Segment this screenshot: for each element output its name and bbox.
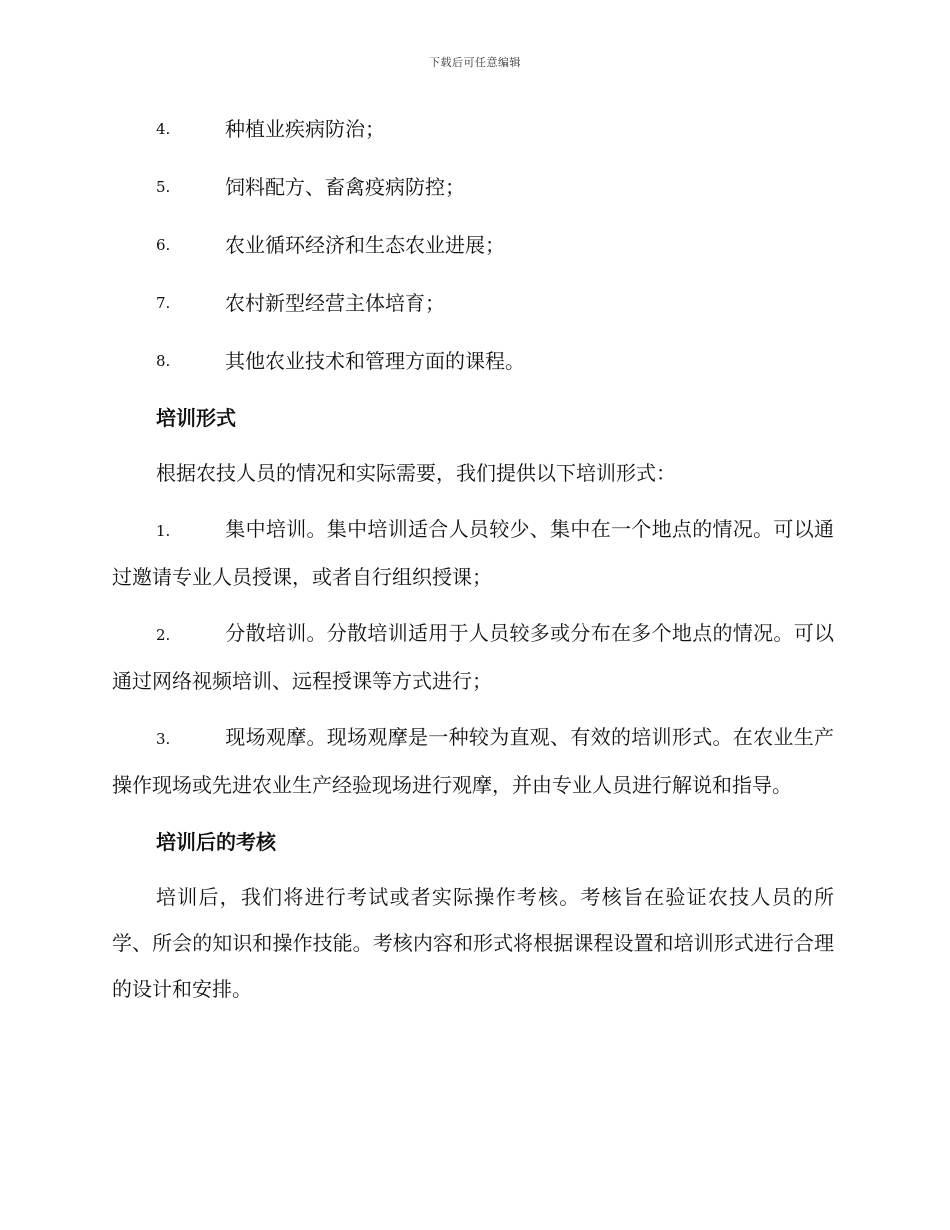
list-text: 饲料配方、畜禽疫病防控；	[225, 175, 465, 199]
page-header: 下载后可任意编辑	[429, 56, 521, 69]
list-item	[112, 280, 834, 338]
list-text: 集中培训。集中培训适合人员较少、集中在一个地点的情况。可以通过邀请专业人员授课，或者自行组织授课；	[112, 517, 834, 589]
list-text: 农业循环经济和生态农业进展；	[225, 233, 505, 257]
list-number: 7.	[156, 294, 171, 312]
list-number: 1.	[156, 522, 171, 540]
list-item	[112, 714, 834, 808]
list-item	[112, 106, 834, 164]
list-number: 6.	[156, 236, 171, 254]
list-item	[112, 338, 834, 396]
list-text: 现场观摩。现场观摩是一种较为直观、有效的培训形式。在农业生产操作现场或先进农业生产经验现场进行观摩，并由专业人员进行解说和指导。	[112, 725, 834, 797]
list-number: 4.	[156, 120, 171, 138]
assessment-text: 培训后，我们将进行考试或者实际操作考核。考核旨在验证农技人员的所学、所会的知识和操作技能。考核内容和形式将根据课程设置和培训形式进行合理的设计和安排。	[112, 885, 834, 1001]
list-number: 2.	[156, 626, 171, 644]
document-body	[112, 106, 834, 1012]
list-number: 3.	[156, 730, 171, 748]
list-item	[112, 164, 834, 222]
list-text: 农村新型经营主体培育；	[225, 291, 445, 315]
list-text: 其他农业技术和管理方面的课程。	[225, 349, 525, 373]
list-item	[112, 506, 834, 600]
forms-intro: 根据农技人员的情况和实际需要，我们提供以下培训形式：	[156, 461, 676, 485]
list-number: 5.	[156, 178, 171, 196]
list-number: 8.	[156, 352, 171, 370]
section-heading-forms: 培训形式	[156, 406, 236, 430]
section-heading-assessment: 培训后的考核	[156, 830, 276, 854]
list-text: 分散培训。分散培训适用于人员较多或分布在多个地点的情况。可以通过网络视频培训、远程授课等方式进行；	[112, 621, 834, 693]
list-text: 种植业疾病防治；	[225, 117, 385, 141]
list-item	[112, 610, 834, 704]
list-item	[112, 222, 834, 280]
